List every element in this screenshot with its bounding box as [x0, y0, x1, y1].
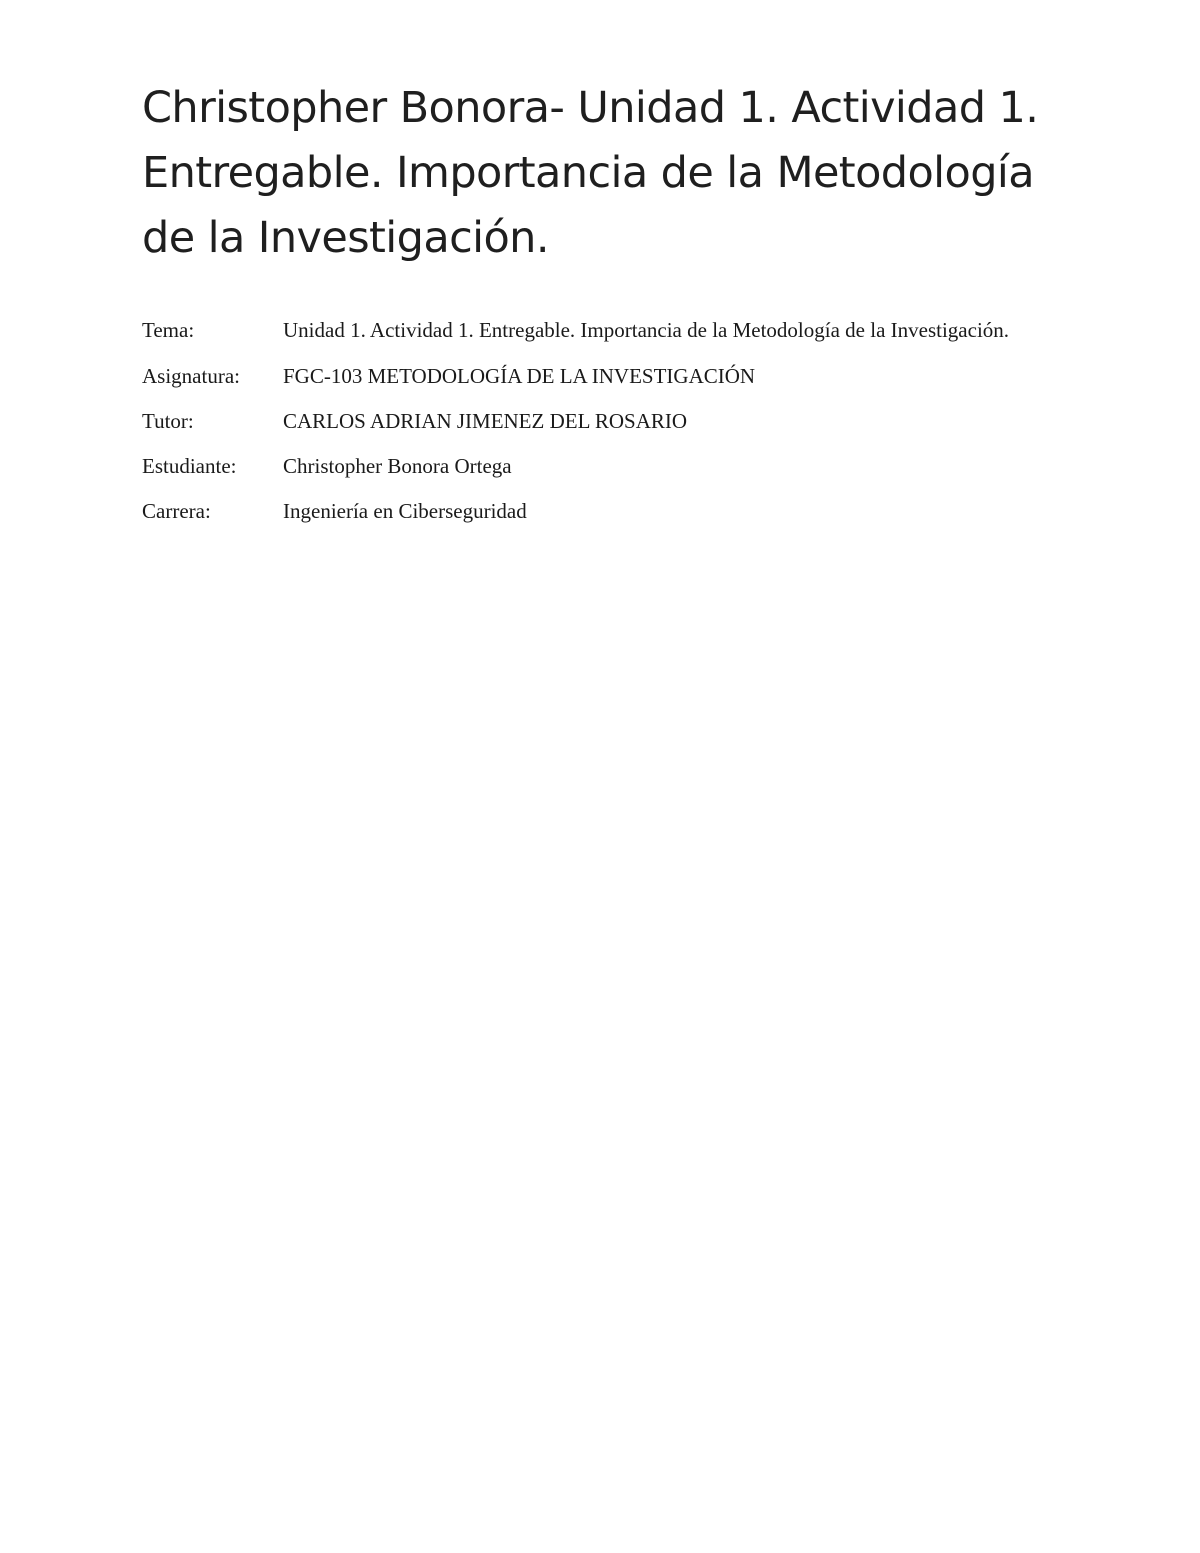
meta-label-carrera: Carrera:: [142, 499, 211, 523]
meta-label-asignatura: Asignatura:: [142, 364, 240, 388]
meta-value-estudiante: Christopher Bonora Ortega: [283, 454, 512, 478]
meta-row-tutor: [142, 406, 1022, 436]
meta-value-asignatura: FGC-103 METODOLOGÍA DE LA INVESTIGACIÓN: [283, 364, 756, 388]
meta-value-tema: Unidad 1. Actividad 1. Entregable. Importancia de la Metodología de la Investigación.: [283, 318, 1010, 342]
meta-label-tema: Tema:: [142, 318, 195, 342]
meta-row-carrera: [142, 496, 1022, 526]
meta-row-estudiante: [142, 451, 1022, 481]
meta-label-estudiante: Estudiante:: [142, 454, 237, 478]
meta-label-tutor: Tutor:: [142, 409, 194, 433]
meta-value-carrera: Ingeniería en Ciberseguridad: [283, 499, 527, 523]
meta-value-tutor: CARLOS ADRIAN JIMENEZ DEL ROSARIO: [283, 409, 688, 433]
meta-row-tema: [142, 316, 1022, 345]
document-metadata: [142, 316, 1022, 541]
meta-row-asignatura: [142, 361, 1022, 391]
document-title: Christopher Bonora- Unidad 1. Actividad 1. Entregable. Importancia de la Metodología de la Investigación.: [142, 83, 1039, 263]
